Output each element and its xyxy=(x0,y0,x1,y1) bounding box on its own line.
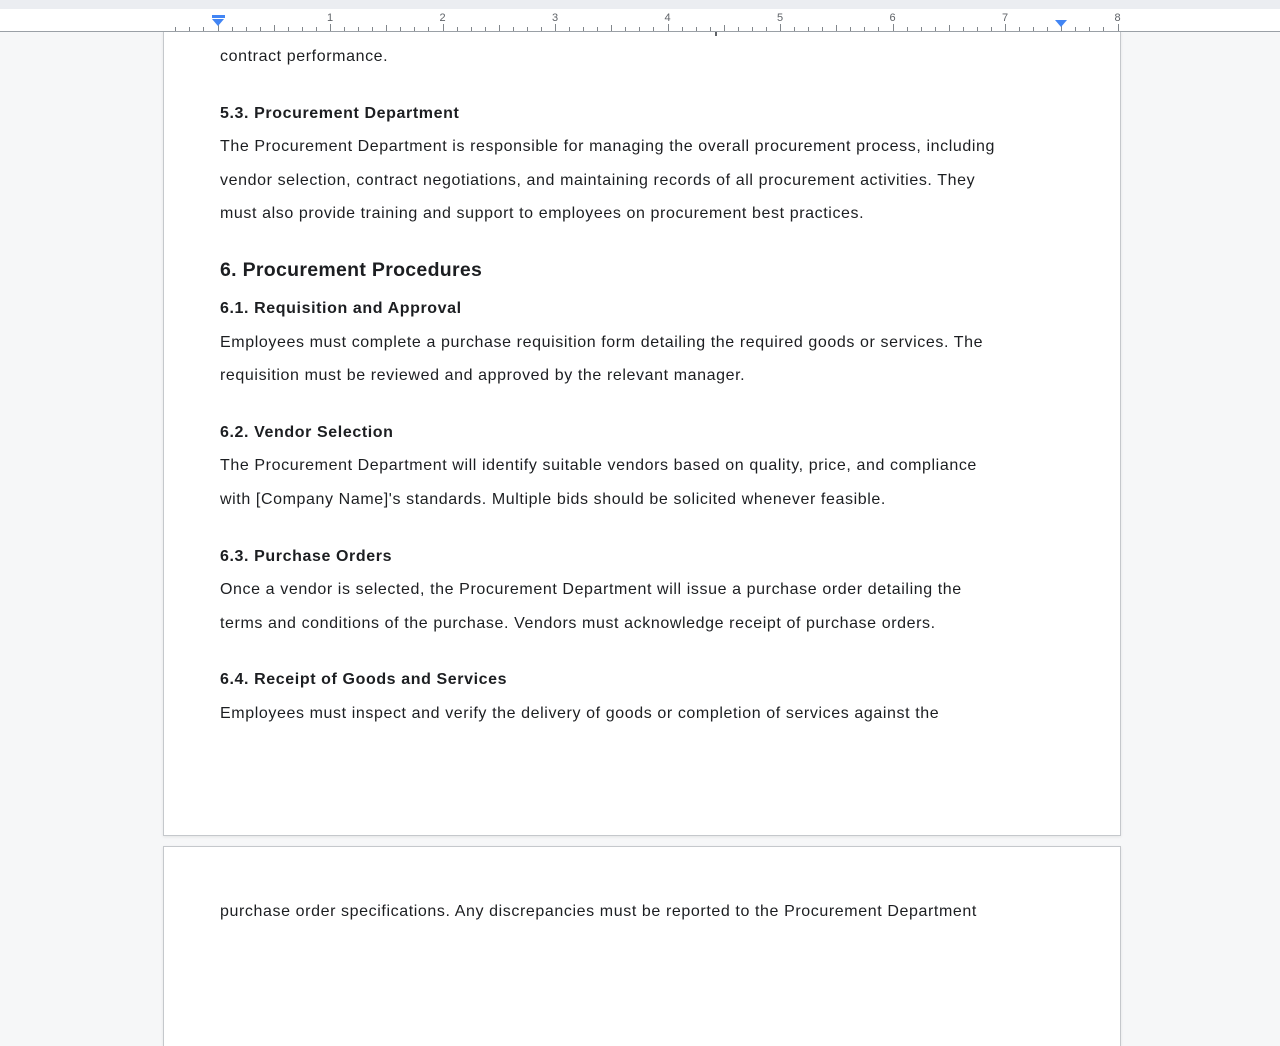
ruler-tick xyxy=(963,27,964,31)
subsection-heading[interactable] xyxy=(220,540,1066,574)
text-line[interactable]: Employees must complete a purchase requisition form detailing the required goods or services. The xyxy=(220,333,984,351)
paragraph[interactable] xyxy=(220,697,1066,731)
ruler-inch-label: 3 xyxy=(551,12,559,24)
ruler-tick xyxy=(836,25,837,31)
page-2-text-area[interactable] xyxy=(164,847,1120,1046)
ruler-tick xyxy=(1019,27,1020,31)
ruler-tick xyxy=(682,27,683,31)
ruler-tick xyxy=(1103,27,1104,31)
ruler-tick xyxy=(288,27,289,31)
ruler-tick xyxy=(935,27,936,31)
ruler-tick xyxy=(274,25,275,31)
ruler-tick xyxy=(443,24,444,31)
paragraph[interactable] xyxy=(220,895,1066,929)
ruler-tick xyxy=(485,27,486,31)
ruler-inch-label: 6 xyxy=(889,12,896,24)
text-line[interactable]: contract performance. xyxy=(220,48,389,65)
paragraph[interactable] xyxy=(220,40,1066,74)
ruler-tick xyxy=(625,27,626,31)
text-line[interactable]: with [Company Name]'s standards. Multiple bids should be solicited whenever feasible. xyxy=(220,490,886,508)
subsection-heading[interactable] xyxy=(220,292,1066,326)
ruler-tick xyxy=(316,27,317,31)
horizontal-ruler[interactable] xyxy=(0,9,1280,32)
ruler-tick xyxy=(1047,27,1048,31)
text-line[interactable]: requisition must be reviewed and approved by the relevant manager. xyxy=(220,367,746,385)
ruler-tick xyxy=(457,27,458,31)
ruler-tick xyxy=(499,25,500,31)
document-page-1[interactable] xyxy=(163,31,1121,836)
left-indent-marker[interactable] xyxy=(212,15,225,26)
text-line[interactable]: The Procurement Department is responsible for managing the overall procurement process, including xyxy=(220,138,996,156)
ruler-tick xyxy=(597,27,598,31)
ruler-tick xyxy=(639,27,640,31)
subsection-heading[interactable] xyxy=(220,663,1066,697)
ruler-tick xyxy=(555,24,556,31)
ruler-tick xyxy=(400,27,401,31)
ruler-tick xyxy=(949,25,950,31)
text-line[interactable]: Once a vendor is selected, the Procurement Department will issue a purchase order detailing the xyxy=(220,581,962,599)
ruler-tick xyxy=(1033,27,1034,31)
ruler-tick xyxy=(189,27,190,31)
ruler-tick xyxy=(513,27,514,31)
ruler-tick xyxy=(1118,24,1119,31)
ruler-tick xyxy=(232,27,233,31)
ruler-tick xyxy=(893,24,894,31)
text-line[interactable]: 6.1. Requisition and Approval xyxy=(220,299,462,317)
ruler-tick xyxy=(653,27,654,31)
text-line[interactable]: 6. Procurement Procedures xyxy=(220,258,483,281)
document-page-2[interactable] xyxy=(163,846,1121,1046)
text-line[interactable]: 6.3. Purchase Orders xyxy=(220,547,393,565)
ruler-tick xyxy=(583,27,584,31)
ruler-tick xyxy=(302,27,303,31)
ruler-tick xyxy=(372,27,373,31)
first-line-indent-bar-icon[interactable] xyxy=(212,15,225,18)
ruler-tick xyxy=(864,27,865,31)
ruler-tick xyxy=(175,27,176,31)
ruler-tick xyxy=(752,27,753,31)
ruler-tick xyxy=(738,27,739,31)
ruler-tick xyxy=(358,27,359,31)
ruler-inch-label: 7 xyxy=(1001,12,1009,24)
ruler-tick xyxy=(696,27,697,31)
text-line[interactable]: must also provide training and support to employees on procurement best practices. xyxy=(220,205,865,223)
ruler-tick xyxy=(921,27,922,31)
text-line[interactable]: 5.3. Procurement Department xyxy=(220,104,460,122)
ruler-tick xyxy=(527,27,528,31)
ruler-inch-label: 5 xyxy=(776,12,784,24)
text-line[interactable]: terms and conditions of the purchase. Vendors must acknowledge receipt of purchase orders. xyxy=(220,614,936,632)
ruler-inch-label: 8 xyxy=(1114,12,1121,24)
ruler-tick xyxy=(850,27,851,31)
subsection-heading[interactable] xyxy=(220,416,1066,450)
left-indent-triangle-icon[interactable] xyxy=(212,19,224,26)
ruler-tick xyxy=(766,27,767,31)
ruler-tick xyxy=(203,27,204,31)
ruler-tick xyxy=(822,27,823,31)
ruler-tick xyxy=(471,27,472,31)
paragraph[interactable] xyxy=(220,130,1066,231)
ruler-tick xyxy=(907,27,908,31)
ruler-tick xyxy=(414,27,415,31)
ruler-inch-label: 2 xyxy=(439,12,446,24)
ruler-inch-label: 1 xyxy=(326,12,334,24)
paragraph[interactable] xyxy=(220,573,1066,640)
ruler-tick xyxy=(569,27,570,31)
ruler-tick xyxy=(780,24,781,31)
text-line[interactable]: 6.4. Receipt of Goods and Services xyxy=(220,671,508,689)
ruler-tick xyxy=(330,24,331,31)
ruler-tick xyxy=(794,27,795,31)
ruler-tick xyxy=(710,27,711,31)
ruler-tick xyxy=(724,25,725,31)
ruler-tick xyxy=(386,25,387,31)
ruler-tick xyxy=(1075,27,1076,31)
ruler-tick xyxy=(1005,24,1006,31)
toolbar-bottom-edge xyxy=(0,0,1280,9)
text-line[interactable]: purchase order specifications. Any discrepancies must be reported to the Procurement Department xyxy=(220,903,977,920)
page-1-text-area[interactable] xyxy=(164,31,1120,835)
section-heading[interactable] xyxy=(220,250,1066,290)
ruler-tick xyxy=(991,27,992,31)
text-line[interactable]: Employees must inspect and verify the delivery of goods or completion of services against the xyxy=(220,704,940,722)
right-indent-marker[interactable] xyxy=(1055,20,1067,27)
ruler-cursor-position-marker xyxy=(715,32,717,36)
ruler-tick xyxy=(977,27,978,31)
ruler-tick xyxy=(246,27,247,31)
paragraph[interactable] xyxy=(220,326,1066,393)
ruler-tick xyxy=(1089,27,1090,31)
ruler-tick xyxy=(611,25,612,31)
subsection-heading[interactable] xyxy=(220,97,1066,131)
text-line[interactable]: The Procurement Department will identify suitable vendors based on quality, price, and compliance xyxy=(220,457,977,475)
paragraph[interactable] xyxy=(220,449,1066,516)
ruler-inch-label: 4 xyxy=(664,12,671,24)
ruler-tick xyxy=(260,27,261,31)
ruler-tick xyxy=(344,27,345,31)
ruler-tick xyxy=(428,27,429,31)
text-line[interactable]: vendor selection, contract negotiations, and maintaining records of all procurement activities. They xyxy=(220,171,976,189)
ruler-tick xyxy=(541,27,542,31)
ruler-tick xyxy=(878,27,879,31)
ruler-tick xyxy=(668,24,669,31)
ruler-tick xyxy=(808,27,809,31)
text-line[interactable]: 6.2. Vendor Selection xyxy=(220,423,394,441)
